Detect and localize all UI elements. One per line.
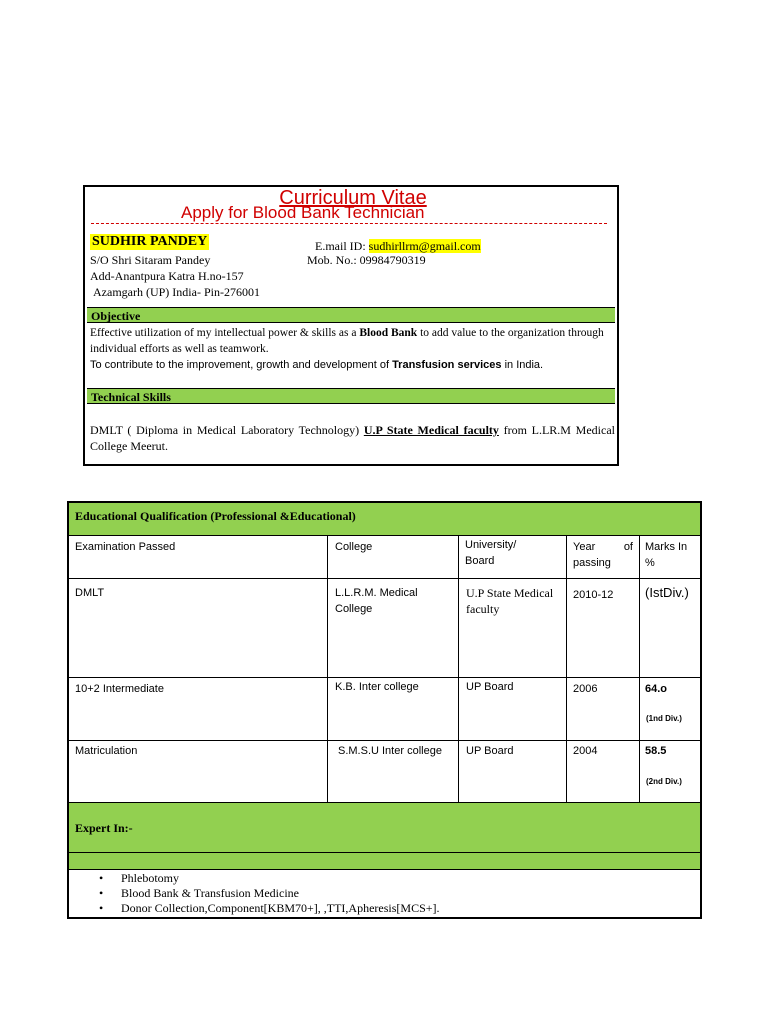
email-line: [315, 239, 481, 253]
row-divider: [69, 740, 700, 741]
objective-p2-a: To contribute to the improvement, growth and development of: [90, 359, 393, 371]
technical-skills-heading: Technical Skills: [87, 388, 615, 404]
education-heading-band: [69, 503, 700, 535]
col-header-year: Year of passing: [573, 541, 633, 569]
expert-item-3: Donor Collection,Component[KBM70+], ,TTI,Apheresis[MCS+].: [121, 901, 440, 915]
row2-college: K.B. Inter college: [335, 681, 419, 693]
objective-p2-c: in India.: [501, 359, 544, 371]
expert-spacer-band: [69, 853, 700, 869]
row2-board: UP Board: [466, 681, 514, 693]
col-divider: [639, 535, 640, 802]
address-line-2: Azamgarh (UP) India- Pin-276001: [93, 285, 260, 299]
row-divider: [69, 869, 700, 870]
objective-text: [90, 325, 615, 373]
row1-college: L.L.R.M. Medical College: [335, 587, 418, 615]
bullet-icon: •: [99, 871, 104, 885]
col-header-college: College: [335, 541, 373, 553]
email-label: E.mail ID:: [315, 239, 369, 253]
row2-year: 2006: [573, 683, 598, 695]
col-divider: [566, 535, 567, 802]
objective-p2-bold: Transfusion services: [392, 359, 502, 371]
expert-heading: Expert In:-: [75, 821, 133, 835]
row3-year: 2004: [573, 745, 598, 757]
objective-p1-a: Effective utilization of my intellectual power & skills as a: [90, 327, 360, 339]
row-divider: [69, 535, 700, 536]
row3-division: (2nd Div.): [646, 777, 682, 786]
col-header-board: University/ Board: [465, 539, 517, 567]
education-table: [67, 501, 702, 919]
row-divider: [69, 677, 700, 678]
row2-marks: 64.o: [645, 683, 668, 695]
col-divider: [327, 535, 328, 802]
objective-heading: Objective: [87, 307, 615, 323]
father-name: S/O Shri Sitaram Pandey: [90, 253, 211, 267]
row3-marks: 58.5: [645, 745, 667, 757]
skills-part-a: DMLT ( Diploma in Medical Laboratory Technology): [90, 423, 364, 437]
row2-division: (1nd Div.): [646, 714, 682, 723]
row3-college: S.M.S.U Inter college: [338, 745, 442, 757]
technical-skills-text: [90, 422, 615, 454]
row2-exam: 10+2 Intermediate: [75, 683, 164, 695]
candidate-name: SUDHIR PANDEY: [92, 234, 208, 249]
row3-board: UP Board: [466, 745, 514, 757]
objective-p1-bold: Blood Bank: [359, 327, 418, 339]
expert-item-2: Blood Bank & Transfusion Medicine: [121, 886, 300, 900]
cv-title: Curriculum Vitae: [279, 187, 427, 209]
apply-title: Apply for Blood Bank Technician: [181, 203, 425, 222]
bullet-icon: •: [99, 886, 104, 900]
skills-part-bold: U.P State Medical faculty: [363, 423, 499, 437]
row1-year: 2010-12: [573, 589, 614, 601]
email-value: sudhirllrm@gmail.com: [368, 239, 481, 253]
mobile-number: Mob. No.: 09984790319: [307, 253, 426, 267]
dashed-divider: [91, 223, 607, 224]
cv-header-box: [83, 185, 619, 466]
bullet-icon: •: [99, 901, 104, 915]
address-line-1: Add-Anantpura Katra H.no-157: [90, 269, 244, 283]
skills-part-c: from L.LR.M Medical College Meerut.: [90, 423, 615, 453]
row1-board: U.P State Medical faculty: [466, 586, 554, 616]
col-divider: [458, 535, 459, 802]
list-item: [99, 871, 179, 886]
row3-exam: Matriculation: [75, 745, 138, 757]
row-divider: [69, 578, 700, 579]
objective-p1-c: to add value to the organization through individual efforts as well as teamwork.: [90, 327, 604, 355]
row1-exam: DMLT: [75, 587, 105, 599]
expert-item-1: Phlebotomy: [121, 871, 180, 885]
list-item: [99, 886, 299, 901]
row1-marks: (IstDiv.): [645, 585, 689, 600]
col-header-exam: Examination Passed: [75, 541, 176, 553]
col-header-marks: Marks In %: [645, 541, 688, 569]
expert-heading-band: [69, 803, 700, 852]
education-heading: Educational Qualification (Professional &Educational): [75, 509, 356, 523]
list-item: [99, 901, 440, 916]
